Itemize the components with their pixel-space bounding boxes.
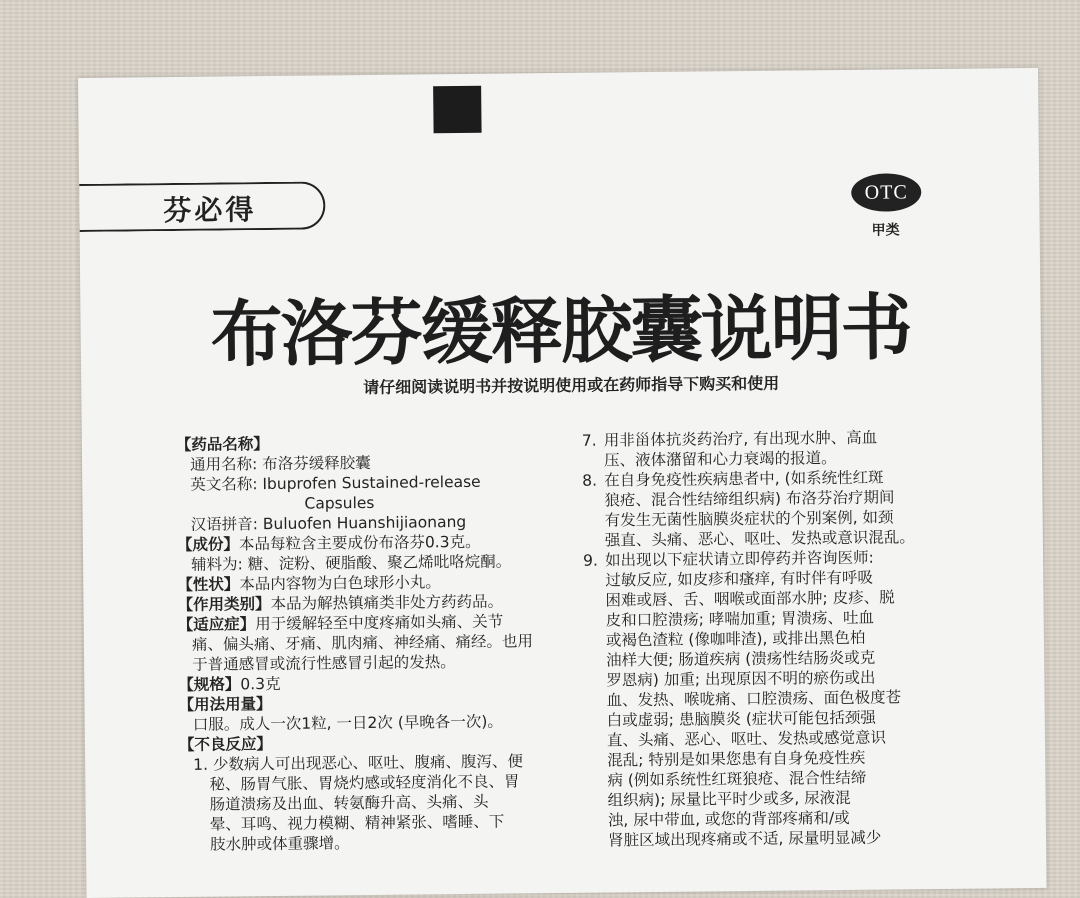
section-heading: 【不良反应】 [178, 735, 273, 754]
left-line: 1. 少数病人可出现恶心、呕吐、腹痛、腹泻、便 [193, 752, 523, 774]
item-line: 狼疮、混合性结缔组织病) 布洛芬治疗期间 [604, 488, 895, 510]
section-text: 用于缓解轻至中度疼痛如头痛、关节 [255, 612, 504, 634]
item-line: 混乱; 特别是如果您患有自身免疫性疾 [607, 748, 866, 770]
item-line: 病 (例如系统性红斑狼疮、混合性结缔 [607, 768, 867, 790]
item-line: 有发生无菌性脑膜炎症状的个别案例, 如颈 [604, 508, 894, 530]
section-heading: 【药品名称】 [175, 435, 269, 454]
section-heading: 【规格】 [178, 675, 241, 694]
item-line: 浊, 尿中带血, 或您的背部疼痛和/或 [607, 808, 850, 830]
section-heading: 【适应症】 [177, 615, 256, 634]
item-line: 油样大便; 肠道疾病 (溃疡性结肠炎或克 [606, 648, 876, 670]
item-line: 皮和口腔溃疡; 哮喘加重; 胃溃疡、吐血 [605, 608, 875, 630]
item-line: 在自身免疫性疾病患者中, (如系统性红斑 [604, 468, 884, 490]
otc-badge: OTC [851, 173, 921, 212]
item-line: 组织病); 尿量比平时少或多, 尿液混 [607, 788, 851, 810]
section-text: 本品内容物为白色球形小丸。 [239, 573, 441, 594]
item-line: 压、液体潴留和心力衰竭的报道。 [603, 449, 837, 470]
item-line: 或褐色渣粒 (像咖啡渣), 或排出黑色柏 [605, 628, 866, 650]
left-line: 英文名称: Ibuprofen Sustained-release [190, 472, 481, 494]
document-title: 布洛芬缓释胶囊说明书 [210, 285, 912, 377]
left-line: 辅料为: 糖、淀粉、硬脂酸、聚乙烯吡咯烷酮。 [191, 552, 512, 574]
item-line: 罗恩病) 加重; 出现原因不明的瘀伤或出 [606, 668, 876, 690]
document-subtitle: 请仔细阅读说明书并按说明使用或在药师指导下购买和使用 [363, 373, 780, 398]
left-line: 通用名称: 布洛芬缓释胶囊 [189, 453, 371, 474]
item-line: 肾脏区域出现疼痛或不适, 尿量明显减少 [607, 828, 882, 850]
item-line: 过敏反应, 如皮疹和瘙痒, 有时伴有呼吸 [605, 568, 874, 590]
left-line: 汉语拼音: Buluofen Huanshijiaonang [190, 512, 467, 534]
item-line: 困难或唇、舌、咽喉或面部水肿; 皮疹、脱 [605, 588, 895, 610]
brand-name: 芬必得 [163, 193, 257, 228]
section-heading: 【用法用量】 [178, 695, 272, 714]
item-number: 8. [582, 471, 598, 490]
item-line: 如出现以下症状请立即停药并咨询医师: [604, 548, 874, 570]
left-line: Capsules [304, 493, 375, 513]
registration-mark [433, 86, 481, 134]
item-line: 用非甾体抗炎药治疗, 有出现水肿、高血 [603, 428, 878, 450]
numbered-item [583, 547, 948, 851]
left-line: 口服。成人一次1粒, 一日2次 (早晚各一次)。 [192, 712, 503, 734]
left-line: 肢水肿或体重骤增。 [209, 834, 350, 854]
item-line: 直、头痛、恶心、呕吐、发热或感觉意识 [606, 728, 887, 750]
section-heading: 【作用类别】 [177, 595, 271, 614]
otc-class-label: 甲类 [871, 222, 900, 239]
left-column [176, 431, 560, 855]
numbered-item [582, 427, 944, 471]
item-line: 强直、头痛、恶心、呕吐、发热或意识混乱。 [604, 528, 915, 550]
left-line: 肠道溃疡及出血、转氨酶升高、头痛、头 [209, 792, 489, 814]
section-heading: 【成份】 [176, 535, 240, 554]
left-line: 秘、肠胃气胀、胃烧灼感或轻度消化不良、胃 [209, 772, 520, 794]
item-line: 血、发热、喉咙痛、口腔溃疡、面色极度苍 [606, 688, 902, 710]
item-line: 白或虚弱; 患脑膜炎 (症状可能包括颈强 [606, 708, 876, 730]
item-number: 7. [581, 431, 597, 450]
section-text: 本品为解热镇痛类非处方药药品。 [270, 592, 504, 614]
section-text: 0.3克 [240, 674, 281, 694]
item-number: 9. [582, 551, 598, 570]
section-heading: 【性状】 [177, 575, 240, 594]
numbered-item [582, 467, 945, 551]
brand-logo [79, 181, 325, 232]
right-column [582, 427, 948, 851]
left-line: 于普通感冒或流行性感冒引起的发热。 [192, 653, 456, 674]
left-line: 晕、耳鸣、视力模糊、精神紧张、嗜睡、下 [209, 812, 505, 834]
section-text: 本品每粒含主要成份布洛芬0.3克。 [238, 532, 481, 554]
left-line: 痛、偏头痛、牙痛、肌肉痛、神经痛、痛经。也用 [191, 632, 534, 654]
leaflet-paper [78, 68, 1047, 898]
